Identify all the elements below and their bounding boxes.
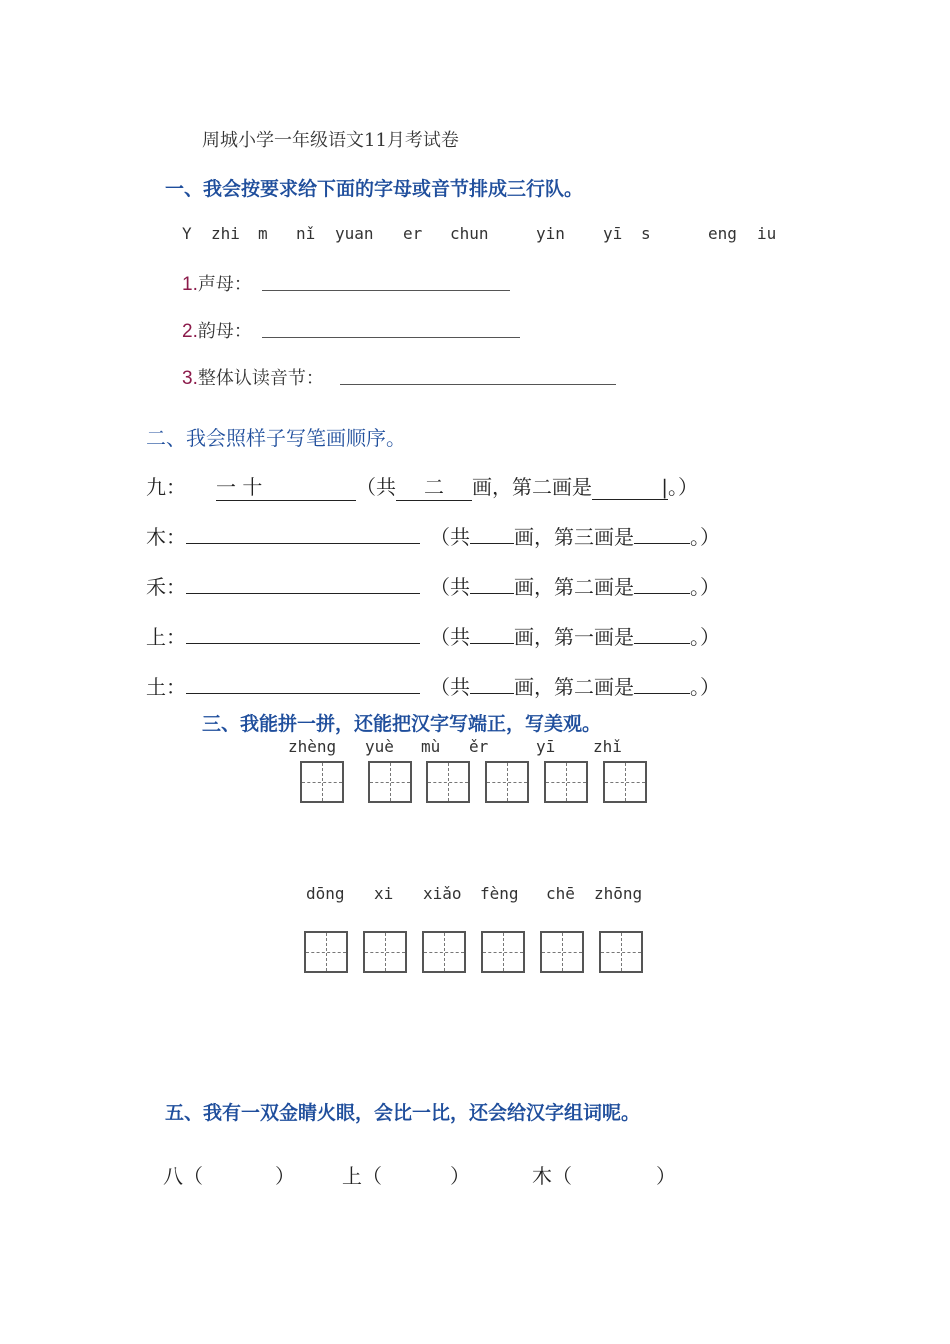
gong-label: （共 [430,525,470,549]
answer-line[interactable] [340,384,616,385]
stroke-example-row [146,471,698,501]
pinyin-label: zhǐ [593,737,622,756]
pinyin-label: yī [536,737,556,756]
item-yunmu [182,317,252,343]
strokes-blank[interactable] [186,573,420,594]
pinyin-label: xiǎo [423,884,462,903]
section-1-heading: 一、我会按要求给下面的字母或音节排成三行队。 [165,178,584,200]
count-blank[interactable] [470,523,514,544]
letter-item: iu [757,224,777,243]
answer-line[interactable] [262,337,520,338]
tian-box[interactable] [603,761,647,803]
pinyin-label: yuè [365,737,394,756]
end-label: 。） [690,525,720,549]
pinyin-label: chē [546,884,575,903]
tian-box[interactable] [422,931,466,973]
example-count: 二 [396,471,472,501]
stroke-row [146,521,720,550]
pinyin-label: zhōng [594,884,643,903]
word-item [342,1160,470,1189]
row-char: 木： [146,525,186,549]
answer-line[interactable] [262,290,510,291]
letter-item: zhi [211,224,240,243]
count-blank[interactable] [470,573,514,594]
gong-label: （共 [430,675,470,699]
word-close: ） [450,1164,470,1188]
item-label: 韵母： [197,321,252,342]
stroke-blank[interactable] [634,623,690,644]
word-close: ） [275,1164,295,1188]
row-char: 禾： [146,575,186,599]
pinyin-label: mù [421,737,441,756]
tian-box[interactable] [599,931,643,973]
letter-item: nǐ [296,224,316,243]
letter-item: m [258,224,268,243]
pinyin-label: ěr [469,737,489,756]
item-label: 整体认读音节： [197,368,324,389]
word-item [163,1160,295,1189]
word-char: 木 [532,1164,552,1188]
example-strokes: 一 十 [216,471,356,501]
end-label: 。） [690,575,720,599]
pinyin-label: fèng [480,884,519,903]
stroke-row [146,571,720,600]
strokes-blank[interactable] [186,623,420,644]
word-char: 上 [342,1164,362,1188]
letter-item: yin [536,224,565,243]
hua-label: 画，第二画是 [514,675,634,699]
pinyin-label: dōng [306,884,345,903]
tian-box[interactable] [363,931,407,973]
item-shengmu [182,270,252,296]
letter-item: er [403,224,423,243]
letter-item: Y [182,224,192,243]
row-char: 上： [146,625,186,649]
item-number: 2. [182,321,198,342]
letter-item: yī [603,224,623,243]
gong-label: （共 [430,575,470,599]
tian-box[interactable] [426,761,470,803]
word-open: （ [362,1164,382,1188]
item-number: 1. [182,274,198,295]
stroke-blank[interactable] [634,573,690,594]
stroke-blank[interactable] [634,673,690,694]
row-char: 土： [146,675,186,699]
tian-box[interactable] [481,931,525,973]
item-zhengti [182,364,324,390]
stroke-row [146,671,720,700]
letter-item: yuan [335,224,374,243]
strokes-blank[interactable] [186,523,420,544]
hua-label: 画，第二画是 [472,475,592,499]
tian-box[interactable] [300,761,344,803]
hua-label: 画，第一画是 [514,625,634,649]
count-blank[interactable] [470,623,514,644]
page-title: 周城小学一年级语文11月考试卷 [202,130,459,151]
letter-item: s [641,224,651,243]
pinyin-label: zhèng [288,737,337,756]
word-char: 八 [163,1164,183,1188]
tian-box[interactable] [304,931,348,973]
letter-item: chun [450,224,489,243]
section-5-heading: 五、我有一双金睛火眼，会比一比，还会给汉字组词呢。 [165,1102,641,1124]
item-label: 声母： [197,274,252,295]
gong-label: （共 [430,625,470,649]
section-3-heading: 三、我能拼一拼，还能把汉字写端正，写美观。 [202,713,602,735]
letter-item: eng [708,224,737,243]
section-2-heading [146,422,406,451]
tian-box[interactable] [544,761,588,803]
gong-label: （共 [356,475,396,499]
example-char: 九： [146,475,186,499]
word-open: （ [183,1164,203,1188]
pinyin-label: xi [374,884,394,903]
word-open: （ [552,1164,572,1188]
word-close: ） [656,1164,676,1188]
end-label: 。） [668,475,698,499]
tian-box[interactable] [540,931,584,973]
hua-label: 画，第二画是 [514,575,634,599]
hua-label: 画，第三画是 [514,525,634,549]
word-item [532,1160,676,1189]
end-label: 。） [690,625,720,649]
count-blank[interactable] [470,673,514,694]
stroke-row [146,621,720,650]
strokes-blank[interactable] [186,673,420,694]
item-number: 3. [182,368,198,389]
tian-box[interactable] [368,761,412,803]
stroke-blank[interactable] [634,523,690,544]
example-answer: | [592,475,668,500]
tian-box[interactable] [485,761,529,803]
end-label: 。） [690,675,720,699]
section-2-heading-text: 二、我会照样子写笔画顺序。 [146,426,406,450]
